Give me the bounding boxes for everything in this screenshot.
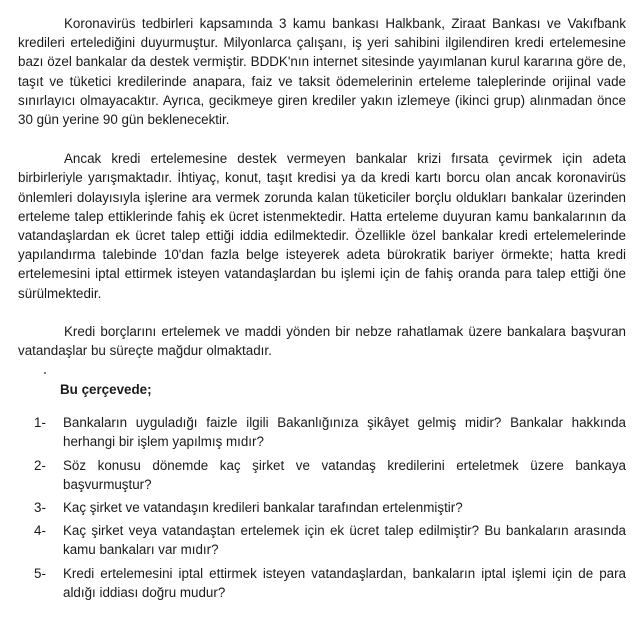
paragraph-problem: Ancak kredi ertelemesine destek vermeyen bankalar krizi fırsata çevirmek için adeta birbirleriyle yarışmaktadır. İhtiyaç, konut, taşıt kredisi ya da kredi kartı borcu olan ancak koronavirüs önlemleri dolayısıyla işlerine ara vermek zorunda kalan tüketiciler borçlu oldukları bankalar üzerinden erteleme talep ettiklerinde fahiş ek ücret istenmektedir. Hatta erteleme duyuran kamu bankalarının da vatandaşlardan ek ücret talep ettiği iddia edilmektedir. Özellikle özel bankalar kredi ertelemelerinde yapılandırma talebinde 10'dan fazla belge isteyerek adeta bürokratik bariyer örmekte; hatta kredi ertelemesini iptal ettirmek isteyen vatandaşlardan bu işlemi için de fahiş oranda para talep ettiği öne sürülmektedir. — [18, 151, 626, 301]
question-text: Bankaların uyguladığı faizle ilgili Bakanlığınıza şikâyet gelmiş midir? Bankalar hakkında herhangi bir işlem yapılmış mıdır? — [63, 415, 626, 450]
scan-speck — [44, 372, 46, 374]
question-number: 5- — [34, 565, 46, 581]
question-list — [18, 413, 626, 602]
question-item — [18, 456, 626, 494]
paragraph-summary: Kredi borçlarını ertelemek ve maddi yönden bir nebze rahatlamak üzere bankalara başvuran vatandaşlar bu süreçte mağdur olmaktadır. — [18, 323, 626, 359]
question-number: 2- — [34, 457, 46, 473]
question-item — [18, 564, 626, 602]
document-page — [18, 6, 626, 606]
question-text: Kaç şirket ve vatandaşın kredileri bankalar tarafından ertelenmiştir? — [63, 500, 463, 516]
question-item — [18, 521, 626, 559]
paragraph-intro: Koronavirüs tedbirleri kapsamında 3 kamu bankası Halkbank, Ziraat Bankası ve Vakıfbank kredileri ertelediğini duyurmuştur. Milyonlarca çalışanı, iş yeri sahibini ilgilendiren kredi ertelemesine bazı özel bankalar da destek vermiştir. BDDK'nın internet sitesinde yayımlanan kurul kararına göre de, taşıt ve tüketici kredilerinde anapara, faiz ve taksit ödemelerinin erteleme taleplerinde orijinal vade sınırlayıcı olmayacaktır. Ayrıca, gecikmeye giren krediler yakın izlemeye (ikinci grup) alınmadan önce 30 gün yerine 90 gün beklenecektir. — [18, 16, 626, 128]
section-heading: Bu çerçevede; — [60, 382, 152, 398]
question-text: Kredi ertelemesini iptal ettirmek isteyen vatandaşlardan, bankaların iptal işlemi için de para aldığı iddiası doğru mudur? — [63, 565, 626, 600]
question-text: Kaç şirket veya vatandaştan ertelemek için ek ücret talep edilmiştir? Bu bankaların arasında kamu bankaları var mıdır? — [63, 523, 626, 558]
question-number: 4- — [34, 523, 46, 539]
question-item — [18, 413, 626, 451]
question-number: 1- — [34, 415, 46, 431]
question-text: Söz konusu dönemde kaç şirket ve vatandaş kredilerini erteletmek üzere bankaya başvurmuştur? — [63, 457, 626, 492]
question-number: 3- — [34, 500, 46, 516]
question-item — [18, 498, 626, 517]
